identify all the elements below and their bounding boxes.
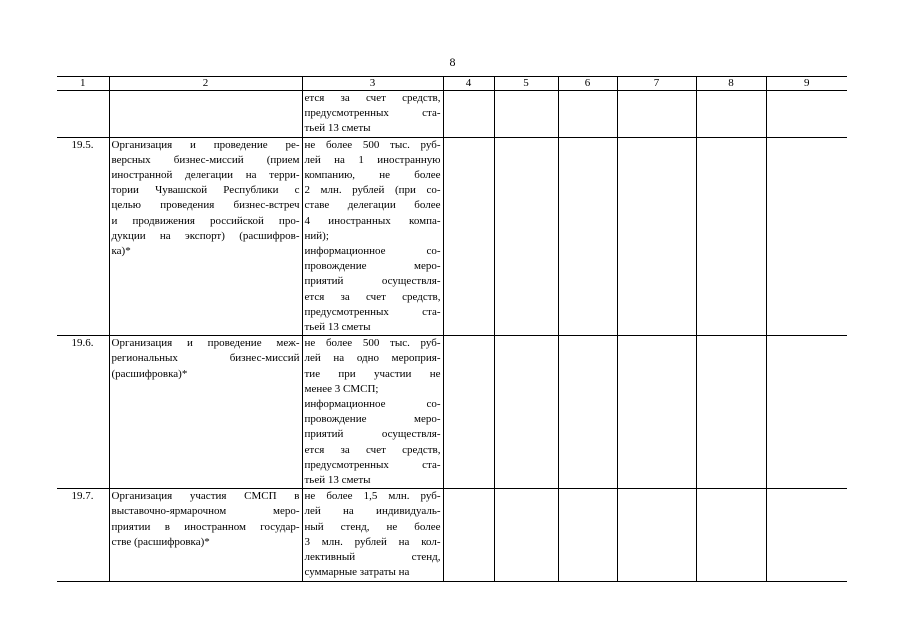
column-header: 9: [766, 77, 847, 91]
item-number: 19.6.: [57, 336, 109, 489]
empty-cell: [443, 489, 494, 581]
table-row: [57, 489, 847, 581]
cost-line: ный стенд, не более: [304, 520, 441, 533]
column-header: 7: [617, 77, 696, 91]
cost-line: предусмотренных ста-: [304, 458, 441, 471]
empty-cell: [558, 137, 617, 336]
description-line: целью проведения бизнес-встреч: [111, 199, 300, 212]
document-table: [57, 76, 847, 582]
description-line: тории Чувашской Республики с: [111, 184, 300, 197]
cost-line: 4 иностранных компа-: [304, 214, 441, 227]
empty-cell: [696, 489, 766, 581]
column-header: 8: [696, 77, 766, 91]
description-line: Организация и проведение ре-: [111, 138, 300, 151]
description-line: региональных бизнес-миссий: [111, 352, 300, 365]
description-line: Организация участия СМСП в: [111, 490, 300, 503]
empty-cell: [696, 137, 766, 336]
table-row: [57, 336, 847, 489]
cost-line: лей на одно мероприя-: [304, 352, 441, 365]
column-header: 5: [494, 77, 558, 91]
cost-line: тьей 13 сметы: [304, 122, 371, 135]
description-line: приятии в иностранном государ-: [111, 520, 300, 533]
table-row: [57, 91, 847, 138]
column-header: 2: [109, 77, 302, 91]
cost-line: 2 млн. рублей (при со-: [304, 184, 441, 197]
empty-cell: [696, 336, 766, 489]
cost-line: ется за счет средств,: [304, 443, 441, 456]
empty-cell: [494, 137, 558, 336]
description-line: дукции на экспорт) (расшифров-: [111, 229, 300, 242]
cost-line: лей на 1 иностранную: [304, 153, 441, 166]
description-line: и продвижения российской про-: [111, 214, 300, 227]
column-header: 4: [443, 77, 494, 91]
cost-line: 3 млн. рублей на кол-: [304, 535, 441, 548]
cost-line: ний);: [304, 229, 329, 242]
description-line: версных бизнес-миссий (прием: [111, 153, 300, 166]
empty-cell: [558, 336, 617, 489]
description-line: ка)*: [111, 245, 131, 258]
cost-line: тие при участии не: [304, 367, 441, 380]
column-header: 3: [302, 77, 443, 91]
cost-line: компанию, не более: [304, 169, 441, 182]
item-cost-conditions: [302, 336, 443, 489]
cost-line: лективный стенд,: [304, 551, 441, 564]
cost-line: информационное со-: [304, 398, 441, 411]
cost-line: приятий осуществля-: [304, 428, 441, 441]
item-number: 19.5.: [57, 137, 109, 336]
empty-cell: [617, 336, 696, 489]
empty-cell: [617, 91, 696, 138]
cost-line: информационное со-: [304, 245, 441, 258]
cost-line: тьей 13 сметы: [304, 474, 371, 487]
item-cost-conditions: [302, 489, 443, 581]
empty-cell: [494, 91, 558, 138]
item-description: [109, 336, 302, 489]
cost-line: суммарные затраты на: [304, 566, 410, 579]
empty-cell: [558, 489, 617, 581]
empty-cell: [766, 137, 847, 336]
item-number: 19.7.: [57, 489, 109, 581]
empty-cell: [766, 336, 847, 489]
cost-line: не более 500 тыс. руб-: [304, 138, 441, 151]
cost-line: провождение меро-: [304, 260, 441, 273]
item-description: [109, 137, 302, 336]
cost-line: приятий осуществля-: [304, 275, 441, 288]
empty-cell: [617, 489, 696, 581]
cost-line: предусмотренных ста-: [304, 305, 441, 318]
cost-line: не более 500 тыс. руб-: [304, 337, 441, 350]
item-cost-conditions: [302, 91, 443, 138]
cost-line: не более 1,5 млн. руб-: [304, 490, 441, 503]
empty-cell: [617, 137, 696, 336]
item-description: [109, 489, 302, 581]
cost-line: ется за счет средств,: [304, 290, 441, 303]
empty-cell: [443, 137, 494, 336]
description-line: стве (расшифровка)*: [111, 535, 210, 548]
cost-line: ется за счет средств,: [304, 92, 441, 104]
item-number: [57, 91, 109, 138]
empty-cell: [494, 336, 558, 489]
empty-cell: [558, 91, 617, 138]
empty-cell: [494, 489, 558, 581]
item-cost-conditions: [302, 137, 443, 336]
cost-line: провождение меро-: [304, 413, 441, 426]
empty-cell: [766, 91, 847, 138]
empty-cell: [696, 91, 766, 138]
cost-line: предусмотренных ста-: [304, 107, 441, 120]
table-header-row: [57, 77, 847, 91]
cost-line: ставе делегации более: [304, 199, 441, 212]
empty-cell: [443, 91, 494, 138]
empty-cell: [766, 489, 847, 581]
column-header: 6: [558, 77, 617, 91]
cost-line: тьей 13 сметы: [304, 321, 371, 334]
column-header: 1: [57, 77, 109, 91]
page-number: 8: [449, 55, 456, 69]
empty-cell: [443, 336, 494, 489]
description-line: выставочно-ярмарочном меро-: [111, 505, 300, 518]
description-line: иностранной делегации на терри-: [111, 169, 300, 182]
description-line: Организация и проведение меж-: [111, 337, 300, 350]
cost-line: менее 3 СМСП;: [304, 382, 379, 395]
description-line: (расшифровка)*: [111, 367, 188, 380]
item-description: [109, 91, 302, 138]
cost-line: лей на индивидуаль-: [304, 505, 441, 518]
table-row: [57, 137, 847, 336]
